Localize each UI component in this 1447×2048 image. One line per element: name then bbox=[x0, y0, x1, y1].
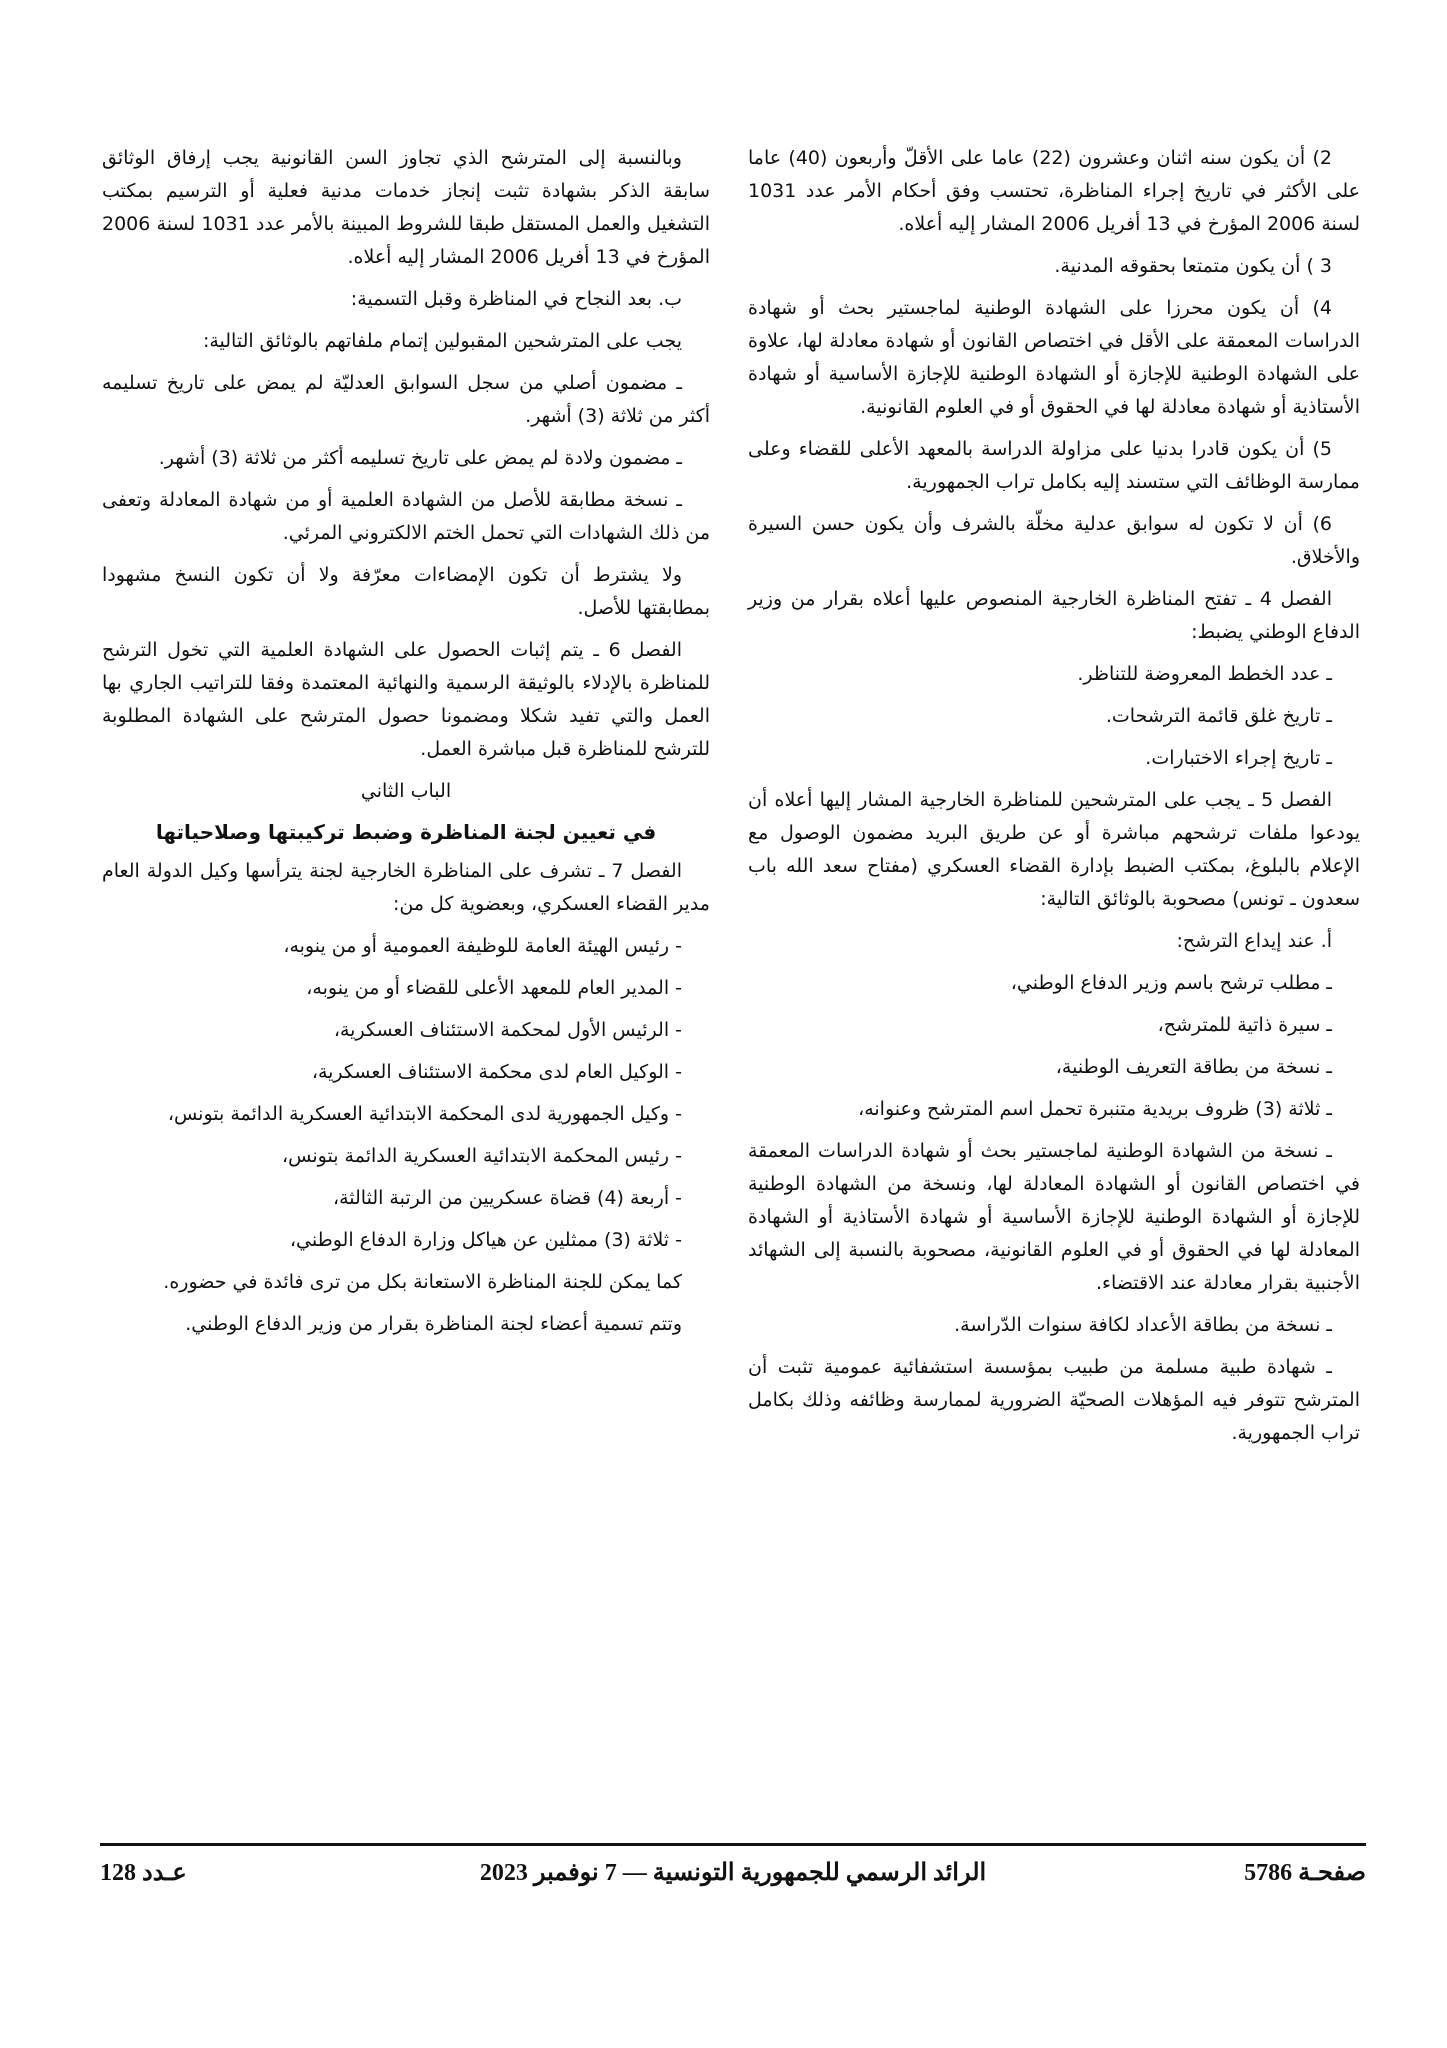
article-6: الفصل 6 ـ يتم إثبات الحصول على الشهادة العلمية التي تخول الترشح للمناظرة بالإدلاء بالوثيقة الرسمية والنهائية المعتمدة وفقا للتراتيب الجاري بها العمل والتي تفيد شكلا ومضمونا حصول المترشح على الشهادة المطلوبة للترشح للمناظرة قبل مباشرة العمل. bbox=[102, 639, 710, 760]
article-5: الفصل 5 ـ يجب على المترشحين للمناظرة الخارجية المشار إليها أعلاه أن يودعوا ملفات ترشحهم مباشرة أو عن طريق البريد مضمون الوصول مع الإعلام بالبلوغ، بمكتب الضبط بإدارة القضاء العسكري (مفتاح سعد الله باب سعدون ـ تونس) مصحوبة بالوثائق التالية: bbox=[748, 789, 1360, 910]
footer-divider bbox=[100, 1843, 1366, 1846]
committee-member: - الوكيل العام لدى محكمة الاستئناف العسكرية، bbox=[311, 1061, 682, 1083]
section-a-title: أ. عند إيداع الترشح: bbox=[1176, 930, 1332, 952]
left-column bbox=[102, 142, 710, 1350]
section-b-intro: يجب على المترشحين المقبولين إتمام ملفاتهم بالوثائق التالية: bbox=[202, 330, 682, 352]
section-b-title: ب. بعد النجاح في المناظرة وقبل التسمية: bbox=[350, 288, 682, 310]
signatures-note: ولا يشترط أن تكون الإمضاءات معرّفة ولا أن تكون النسخ مشهودا بمطابقتها للأصل. bbox=[102, 564, 710, 619]
closing-paragraph: كما يمكن للجنة المناظرة الاستعانة بكل من ترى فائدة في حضوره. bbox=[163, 1271, 682, 1293]
section-a-item: ـ سيرة ذاتية للمترشح، bbox=[1157, 1014, 1332, 1036]
condition-4: 4) أن يكون محرزا على الشهادة الوطنية لماجستير بحث أو شهادة الدراسات المعمقة على الأقل في اختصاص القانون أو شهادة معادلة لها، علاوة على الشهادة الوطنية للإجازة أو الشهادة الوطنية للإجازة الأساسية أو شهادة الأستاذية أو شهادة معادلة لها في الحقوق أو في العلوم القانونية. bbox=[748, 297, 1360, 418]
article-4-item: ـ تاريخ غلق قائمة الترشحات. bbox=[1105, 705, 1332, 727]
section-a-medical-certificate: ـ شهادة طبية مسلمة من طبيب بمؤسسة استشفائية عمومية تثبت أن المترشح تتوفر فيه المؤهلات الصحيّة الضرورية لممارسة وظائفه وذلك بكامل تراب الجمهورية. bbox=[748, 1356, 1360, 1444]
section-b-item: ـ مضمون أصلي من سجل السوابق العدليّة لم يمض على تاريخ تسليمه أكثر من ثلاثة (3) أشهر. bbox=[102, 372, 710, 427]
condition-3: 3 ) أن يكون متمتعا بحقوقه المدنية. bbox=[1054, 255, 1332, 277]
section-a-diploma-copy: ـ نسخة من الشهادة الوطنية لماجستير بحث أو شهادة الدراسات المعمقة في اختصاص القانون أو الشهادة المعادلة لها، ونسخة من الشهادة الوطنية للإجازة أو الشهادة الوطنية للإجازة الأساسية أو شهادة الأستاذية أو الشهادة المعادلة لها في الحقوق أو في العلوم القانونية، مصحوبة بالنسبة إلى الشهائد الأجنبية بقرار معادلة عند الاقتضاء. bbox=[748, 1140, 1360, 1294]
section-b-item: ـ نسخة مطابقة للأصل من الشهادة العلمية أو من شهادة المعادلة وتعفى من ذلك الشهادات التي تحمل الختم الالكتروني المرئي. bbox=[102, 489, 710, 544]
closing-paragraph: وتتم تسمية أعضاء لجنة المناظرة بقرار من وزير الدفاع الوطني. bbox=[185, 1313, 682, 1335]
over-age-paragraph: وبالنسبة إلى المترشح الذي تجاوز السن القانونية يجب إرفاق الوثائق سابقة الذكر بشهادة تثبت إنجاز خدمات مدنية فعلية أو الترسيم بمكتب التشغيل والعمل المستقل طبقا للشروط المبينة بالأمر عدد 1031 لسنة 2006 المؤرخ في 13 أفريل 2006 المشار إليه أعلاه. bbox=[102, 147, 710, 268]
committee-member: - الرئيس الأول لمحكمة الاستئناف العسكرية، bbox=[333, 1019, 682, 1041]
right-column bbox=[748, 142, 1360, 1459]
page-footer bbox=[100, 1858, 1366, 1894]
section-a-item: ـ مطلب ترشح باسم وزير الدفاع الوطني، bbox=[1010, 972, 1332, 994]
condition-2: 2) أن يكون سنه اثنان وعشرون (22) عاما على الأقلّ وأربعون (40) عاما على الأكثر في تاريخ إجراء المناظرة، تحتسب وفق أحكام الأمر عدد 1031 لسنة 2006 المؤرخ في 13 أفريل 2006 المشار إليه أعلاه. bbox=[748, 147, 1360, 235]
issue-number: عـدد 128 bbox=[100, 1860, 187, 1886]
committee-member: - رئيس المحكمة الابتدائية العسكرية الدائمة بتونس، bbox=[282, 1145, 682, 1167]
committee-member: - ثلاثة (3) ممثلين عن هياكل وزارة الدفاع الوطني، bbox=[289, 1229, 682, 1251]
section-a-transcripts: ـ نسخة من بطاقة الأعداد لكافة سنوات الدّراسة. bbox=[954, 1314, 1332, 1336]
section-a-item: ـ نسخة من بطاقة التعريف الوطنية، bbox=[1055, 1056, 1332, 1078]
article-7: الفصل 7 ـ تشرف على المناظرة الخارجية لجنة يترأسها وكيل الدولة العام مدير القضاء العسكري، وبعضوية كل من: bbox=[102, 860, 710, 915]
article-4-item: ـ تاريخ إجراء الاختبارات. bbox=[1145, 747, 1332, 769]
committee-member: - المدير العام للمعهد الأعلى للقضاء أو من ينوبه، bbox=[306, 977, 682, 999]
chapter-title: في تعيين لجنة المناظرة وضبط تركيبتها وصلاحياتها bbox=[155, 820, 657, 844]
condition-6: 6) أن لا تكون له سوابق عدلية مخلّة بالشرف وأن يكون حسن السيرة والأخلاق. bbox=[748, 513, 1360, 568]
chapter-label: الباب الثاني bbox=[360, 780, 452, 802]
condition-5: 5) أن يكون قادرا بدنيا على مزاولة الدراسة بالمعهد الأعلى للقضاء وعلى ممارسة الوظائف التي ستسند إليه بكامل تراب الجمهورية. bbox=[748, 438, 1360, 493]
article-4: الفصل 4 ـ تفتح المناظرة الخارجية المنصوص عليها أعلاه بقرار من وزير الدفاع الوطني يضبط: bbox=[748, 588, 1360, 643]
journal-title-date: الرائد الرسمي للجمهورية التونسية — 7 نوفمبر 2023 bbox=[479, 1860, 987, 1886]
committee-member: - أربعة (4) قضاة عسكريين من الرتبة الثالثة، bbox=[332, 1187, 682, 1209]
committee-member: - وكيل الجمهورية لدى المحكمة الابتدائية العسكرية الدائمة بتونس، bbox=[167, 1103, 682, 1125]
article-4-item: ـ عدد الخطط المعروضة للتناظر. bbox=[1077, 663, 1332, 685]
page-number: صفحـة 5786 bbox=[1244, 1860, 1366, 1886]
section-b-item: ـ مضمون ولادة لم يمض على تاريخ تسليمه أكثر من ثلاثة (3) أشهر. bbox=[158, 447, 682, 469]
committee-member: - رئيس الهيئة العامة للوظيفة العمومية أو من ينوبه، bbox=[283, 935, 682, 957]
section-a-item: ـ ثلاثة (3) ظروف بريدية متنبرة تحمل اسم المترشح وعنوانه، bbox=[858, 1098, 1332, 1120]
